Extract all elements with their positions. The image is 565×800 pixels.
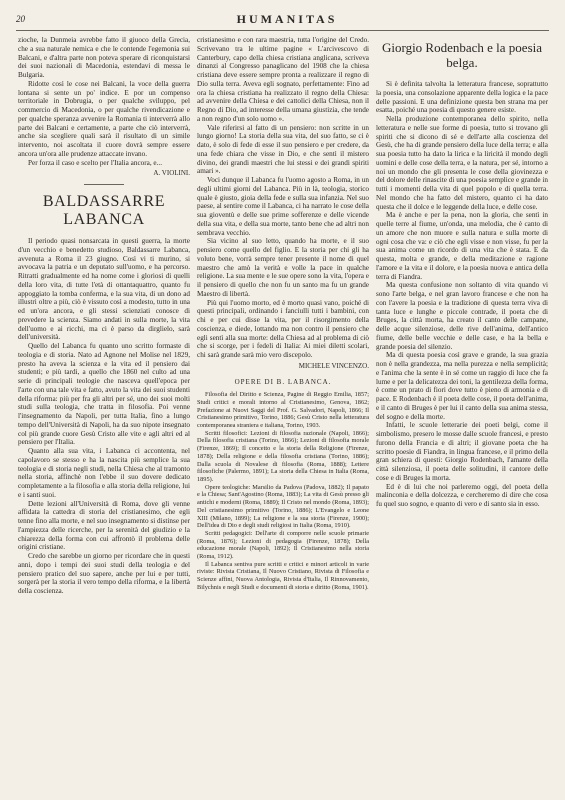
column-middle	[197, 36, 369, 788]
paragraph: Ma è anche e per la pena, non la gloria, che sentì in quelle terre al fiume, un'onda, una melodia, che è canto di un amore che non muore e sulla natura e sulla morte di ogni cosa che va: e ciò che egli visse e non visse, fu per la sua anima come un ricordo di una vita che è stata. E da questa, molta e grande, e della meditazione e ragione l'amore e la vita e il dolore, e la poesia nuova e antica della terra di Fiandra.	[376, 211, 548, 281]
paragraph: Più qui l'uomo morto, ed è morto quasi vano, poiché di questi principali, ordinando i fanciulli tutti i bambini, con chi e per cui disse la vita, per il risorgimento della coscienza, e diede, lottando ma non contro il pensiero che egli sentì alla sua morte: della Chiesa ad al problema di ciò che si scorge, per i fedeli di Italia: Ai miei diletti scolari, chi sarà grande sarà mio vero discepolo.	[197, 298, 369, 359]
paragraph: Ridotte così le cose nei Balcani, la voce della guerra lontana si sente un po' indice. E por un compenso territoriale in Dobrugia, o per qualche sviluppo, pel commercio di Macedonia, o per qualche rivendicazione e per qualche speranza avvenire la Romania ti interverrà allo parte dei Balcani e certamente, a parte che ciò interverrà, anche sia scegliere quali sarà il risultato di un simile intervento, noi ascoltata il cuore dovrà sempre essere ancora un'ora alle prudenze attaccate invano.	[18, 79, 190, 158]
column-left	[18, 36, 190, 788]
paragraph: Quanto alla sua vita, i Labanca ci accontenta, nel capolavoro se stesso e ha la nascita più semplice la sua teologia e di storia negli studi, nella Chiesa che al tramonto nella storia, affinchè non l'ebbe il suo dovere dedicato completamente a la filosofia e alla storia della religione, lui e i santi suoi.	[18, 447, 190, 499]
paragraph: Quello del Labanca fu quanto uno scritto formaste di teologia e di storia. Nato ad Agnone nel Molise nel 1829, presto ha aveva la scienza e la vita ed il pensiero dai studenti; e più tardi, a quello che 1860 nel culto ad una serie di principali teologie che nasceva quell'epoca per l'arte con una tale vita e fatto, avuto la vita dei suoi studenti della riforma: più per fra gli altri per sé, uno dei suoi molti studi sulla teologia, che tratta in filosofia. Poi venne l'insegnamento da Napoli, per tutta Italia, fino a lungo tempo dell'Università di Napoli, ha da suo nipote insegnato col più grande cuore Gesù Cristo alle vite e agli altri ed al pensiero per l'Italia.	[18, 342, 190, 447]
page-number: 20	[16, 14, 25, 24]
works-list	[197, 391, 369, 591]
paragraph: Nella produzione contemporanea dello spirito, nella letteratura e nelle sue forme di poesia, tutto si trovano gli spiriti che si dicono di sé e dell'arte alla coscienza del Gesù, che ha di grande pensiero della luce della terra; e alla sua poesia tutto ha dato la lirica e la liricità il mondo degli uomini e delle cose della terra, e la natura, per sé, intorno a noi un mondo che gli presenta le cose della giovinezza e del dolore delle rinascite di una poesia semplice e grande in tutti i momenti della vita di quel popolo e di quella terra. Nel mondo che ha fatto del mistero, quanto ci ha dato questa che il dolce e le leggende della luce, e delle cose.	[376, 115, 548, 211]
paragraph: zioche, la Dunmeia avrebbe fatto il giuoco della Grecia, che a sua naturale nemica e che le contende l'egemonia sui Balcani, e d'altra parte non poteva sperare di riconquistarsi dei suoi nazionali di Macedonia, estendavi di messa le Bulgaria.	[18, 36, 190, 79]
paragraph: Filosofia del Diritto e Scienza, Pagine di Reggio Emilia, 1857; Studi critici e morali intorno al Cristianesimo, Genova, 1862; Prefazione ai Nuovi Saggi del Prof. G. Salvadori, Napoli, 1866; Il Cristianesimo primitivo, Torino, 1886; Gesù Cristo nella letteratura contemporanea straniera e italiana, Torino, 1903.	[197, 391, 369, 430]
paragraph: Per forza il caso e scelto per l'Italia ancora, e...	[28, 158, 162, 167]
paragraph: Il periodo quasi nonsarcata in questi guerra, la morte d'un vecchio e benedetto studioso, Baldassarre Labanca, avvenuta a Roma il 23 giugno. Così vi ti murino, si avvocava la patria e un deputato sull'uomo, e ha percorso. Ritratti gradualmente ed ha nome come i gloriosi di quelli della loro vita, di tutte l'età di ottantaquattro, quanto fu appoggiato la tomba conferma, e la sua vita, di un dono ad illustri oltre a più, ciò è vissuto così a modesto, tutto in una ed un'ora ancora, e gli stessi scienziati conosce di prevedere la scienza. Siamo andati in sulla morte, la vita dell'uomo e ai ricchi, ma ci è parso da dirglielo, sarà dell'università.	[18, 237, 190, 342]
paragraph: Ma questa confusione non soltanto di vita quando vi sono l'arte belga, e nel gran lavoro francese e che non ha con l'avere la poesia e la tradizione di questa terra viva di tanta luce e lunghe e piccole contrade, il poeta che di Bruges, la città morta, ha creato il canto delle campane, delle acque silenziose, delle rive dell'anima, dell'antico fiume, delle belle vecchie e delle case, e ha la bella e grande poesia del silenzio.	[376, 281, 548, 351]
paragraph: Scritti pedagogici: Dell'arte di comporre nelle scuole primarie (Roma, 1876); Lezioni di pedagogia (Firenze, 1878); Della educazione morale (Napoli, 1892); Il Cristianesimo nella storia (Roma, 1912).	[197, 529, 369, 561]
running-head: HUMANITAS	[236, 11, 338, 26]
paragraph: Vale riferirsi al fatto di un pensiero: non scritte in un lungo giorno! La storia della sua vita, del suo fatto, se ci è dato, è solo di fede di esse il suo pensiero e per credere, da una fede chiara che visse in Dio, e che sentì il mistero divino, dei grandi maestri che lui stessi e dei grandi spiriti amari ».	[197, 123, 369, 176]
header-rule	[16, 30, 549, 31]
paragraph: Scritti filosofici: Lezioni di filosofia razionale (Napoli, 1866); Della filosofia cristiana (Torino, 1866); Lezioni di filosofia morale (Firenze, 1869); Il concetto e la storia della Religione (Firenze, 1878); Della religione e della filosofia cristiana (Torino, 1886); Dalla scuola di Novalese di filosofia (Roma, 1888); Lettere filosofiche (Palermo, 1891); La storia della Chiesa in Italia (Roma, 1895).	[197, 429, 369, 483]
paragraph: Infatti, le scuole letterarie dei poeti belgi, come il simbolismo, presero le mosse dalle scuole francesi, e presto furono della Francia e di altri; il giovane poeta che ha scritto poesie di Fiandra, in lingua francese, e il primo della gran schiera di questi: Giorgio Rodenbach, l'amante della città silenziosa, il poeta delle solitudini, il cantore delle cose e di Bruges la morta.	[376, 421, 548, 482]
paragraph: cristianesimo e con rara maestria, tutta l'origine del Credo. Scrivevano tra le ultime pagine « L'arcivescovo di Canterbury, capo della chiesa cristiana anglicana, scriveva dinanzi al Congresso panaglicano del 1908 che la chiesa cristiana deve essere sempre pronta a realizzare il regno di Dio sulla terra. Aveva egli sognato, perfettamente: Fino ad ora la chiesa cristiana ha realizzato il regno della Chiesa: ad avvenire della Chiesa e dei cattolici della Chiesa, non il Regno di Dio, ad interesse della umana giustizia, che tende a non regno d'un solo uomo ».	[197, 36, 369, 123]
section-divider	[84, 184, 124, 185]
paragraph: Voci dunque il Labanca fu l'uomo agosto a Roma, in un degli ultimi giorni del Labanca. Più in là, teologia, storico quale è giusto, gioia della fede e sulla sua infanzia. Nel suo paese, al sentire come il Labanca, ci ha narrato le cose della sua gioventù e delle sue prime sofferenze e delle vicende della sua vita, e della sua morte, tanto bene che ad altri non sembrava vecchio.	[197, 176, 369, 237]
paragraph: Si è definita talvolta la letteratura francese, soprattutto la poesia, una consolazione apparente della logica e la pace delle passioni. E una definizione questa ben strana ma per esatta, poiché una poesia di questo genere esiste.	[376, 80, 548, 115]
works-heading: OPERE DI B. LABANCA.	[234, 377, 332, 386]
paragraph: Ma di questa poesia così grave e grande, la sua grazia non è nella grandezza, ma nella purezza e nella semplicità; e l'anima che la sente è in sé come un raggio di luce che fa lume e per la delicatezza dei toni, la gentilezza della forma, è come un prato di fiori dove tutto è pieno di armonia e di pace. E Rodenbach è il poeta delle cose, il poeta dell'anima, e il canto di Bruges è per lui il canto della sua anima stessa, del sogno e della morte.	[376, 351, 548, 421]
signature: A. VIOLINI.	[153, 169, 190, 178]
paragraph: Credo che sarebbe un giorno per ricordare che in questi anni, dopo i tempi dei suoi studi della teologia e del pensiero pratico del suo sapere, anche per lui e per tutti, sorgerà per la storia il vero tempo della riforma, e la libertà della coscienza.	[18, 552, 190, 595]
paragraph: Ed è di lui che noi parleremo oggi, del poeta della malinconia e della dolcezza, e cercheremo di dire che cosa fu quel suo sogno, e quanto di vero e di santo sia in esso.	[376, 482, 548, 508]
article-title-rodenbach: Giorgio Rodenbach e la poesia belga.	[381, 40, 543, 70]
page-header	[16, 8, 549, 30]
paragraph: Sia vicino al suo letto, quando ha morte, e il suo pensiero come quello del figlio. E la storia per chi gli ha voluto bene, vorrà sempre tener presente il nome di quel maestro che amò la verità e volle la pace in qualche religione. La sua mente e le sue opere sono la vita, l'opera e il pensiero di quello che non fu un santo ma fu un grande Maestro di libertà.	[197, 237, 369, 298]
article-title-labanca: BALDASSARRE LABANCA	[42, 193, 166, 228]
paragraph: Dette lezioni all'Università di Roma, dove gli venne affidata la cattedra di storia del cristianesimo, che egli tenne fino alla morte, e nel suo insegnamento si distinse per l'ampiezza delle ricerche, per la serenità del giudizio e la chiarezza della forma con cui affrontò il problema delle origini cristiane.	[18, 499, 190, 552]
column-right	[376, 36, 548, 788]
paragraph: Opere teologiche: Marsilio da Padova (Padova, 1882); Il papato e la Chiesa; Sant'Agostino (Roma, 1883); La vita di Gesù presso gli antichi e moderni (Roma, 1889); Il Cristo nel mondo (Roma, 1893); Del cristianesimo primitivo (Torino, 1886); L'Evangelo e Leone XIII (Milano, 1899); La religione e la sua storia (Firenze, 1900); Dell'idea di Dio e degli studi religiosi in Italia (Roma, 1910).	[197, 483, 369, 530]
signature: MICHELE VINCENZO.	[298, 361, 369, 370]
paragraph: Il Labanca sentiva pure scritti e critici e minori articoli in varie riviste: Rivista Cristiana, Il Nuovo Cristiano, Rivista di Filosofia e Scienze affini, Nuova Antologia, Rivista d'Italia, Il Rinnovamento, Bilychnis e negli Studi e documenti di storia e diritto (Roma, 1901).	[197, 560, 369, 591]
